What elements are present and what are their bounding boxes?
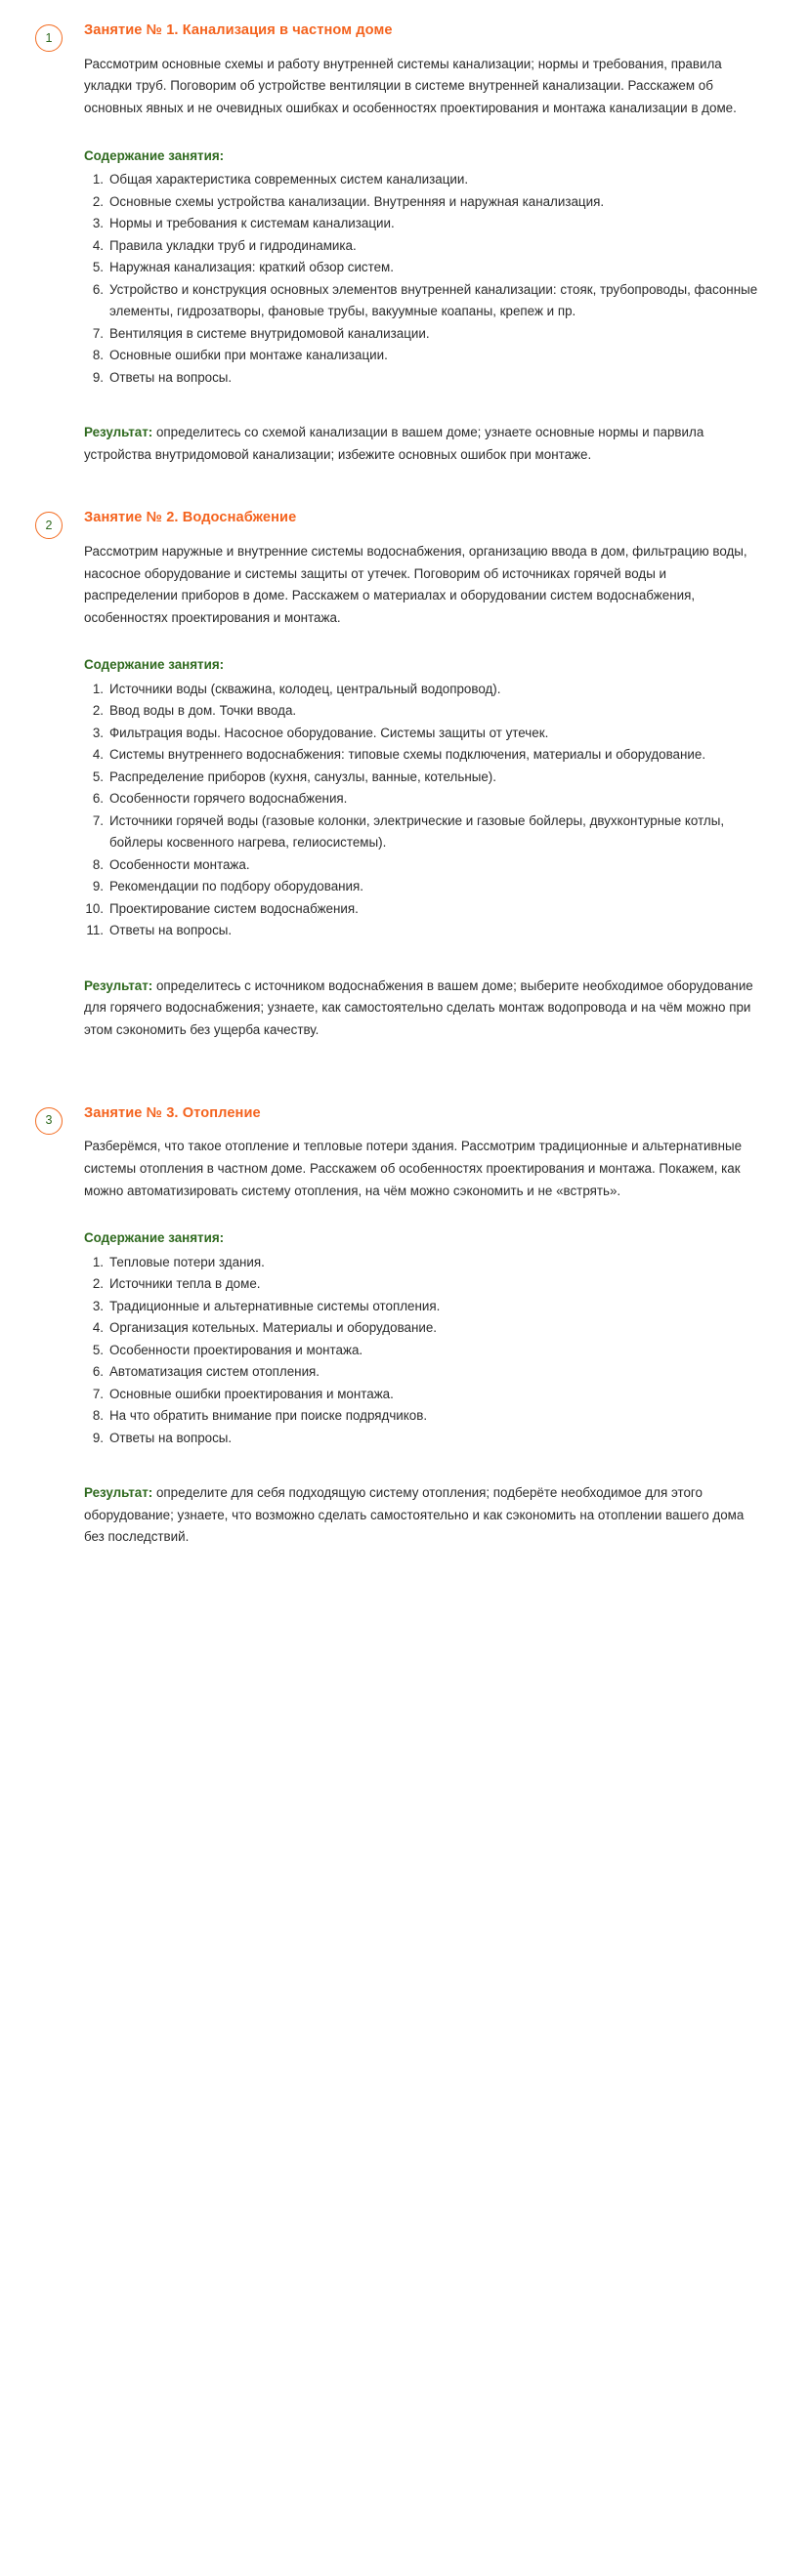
list-item bbox=[84, 1428, 763, 1450]
list-item bbox=[84, 898, 763, 921]
list-item bbox=[84, 367, 763, 390]
list-item-number: 2. bbox=[92, 703, 104, 719]
list-item bbox=[84, 1273, 763, 1296]
lesson-body-2 bbox=[84, 501, 763, 1041]
lesson-intro-1: Рассмотрим основные схемы и работу внутренней системы канализации; нормы и требования, правила укладки труб. Поговорим об устройстве вентиляции в системе внутренней канализации. Расскажем об основных явных и не очевидных ошибках и особенностях проектирования и монтажа канализации в доме. bbox=[84, 56, 737, 115]
list-item-number: 2. bbox=[92, 193, 104, 209]
lesson-content-list-2 bbox=[84, 679, 763, 942]
list-item bbox=[84, 1340, 763, 1362]
list-item-text: Особенности проектирования и монтажа. bbox=[109, 1342, 363, 1357]
list-item-text: Наружная канализация: краткий обзор систем. bbox=[109, 260, 394, 275]
list-item bbox=[84, 345, 763, 367]
list-item bbox=[84, 744, 763, 767]
lesson-block-2 bbox=[14, 501, 763, 1096]
list-item bbox=[84, 279, 763, 323]
list-item-text: Основные ошибки проектирования и монтажа. bbox=[109, 1386, 394, 1401]
content-heading-2: Содержание занятия: bbox=[84, 657, 225, 673]
lesson-intro-3: Разберёмся, что такое отопление и тепловые потери здания. Рассмотрим традиционные и альтернативные системы отопления в частном доме. Расскажем об особенностях проектирования и монтажа. Покажем, как можно автоматизировать систему отопления, на чём можно сэкономить и не «встрять». bbox=[84, 1139, 743, 1198]
list-item bbox=[84, 1405, 763, 1428]
list-item bbox=[84, 169, 763, 191]
list-item-number: 4. bbox=[92, 747, 104, 763]
list-item-number: 6. bbox=[92, 281, 104, 297]
lesson-title-1: Занятие № 1. Канализация в частном доме bbox=[84, 22, 393, 38]
list-item-number: 3. bbox=[92, 725, 104, 740]
lesson-number-badge-1: 1 bbox=[35, 24, 63, 52]
list-item-number: 8. bbox=[92, 1408, 104, 1424]
list-item-text: Рекомендации по подбору оборудования. bbox=[109, 879, 363, 894]
list-item bbox=[84, 1361, 763, 1384]
list-item bbox=[84, 876, 763, 898]
content-heading-3: Содержание занятия: bbox=[84, 1230, 225, 1246]
list-item bbox=[84, 235, 763, 258]
list-item-number: 9. bbox=[92, 1430, 104, 1445]
list-item-text: На что обратить внимание при поиске подрядчиков. bbox=[109, 1408, 428, 1424]
list-item bbox=[84, 1384, 763, 1406]
list-item-number: 10. bbox=[85, 900, 104, 916]
list-item-number: 6. bbox=[92, 1364, 104, 1380]
list-item bbox=[84, 1317, 763, 1340]
list-item-text: Организация котельных. Материалы и оборудование. bbox=[109, 1320, 438, 1336]
list-item-number: 1. bbox=[92, 1254, 104, 1269]
list-item-text: Тепловые потери здания. bbox=[109, 1254, 265, 1269]
list-item bbox=[84, 213, 763, 235]
result-text: определите для себя подходящую систему отопления; подберёте необходимое для этого оборудование; узнаете, что возможно сделать самостоятельно и как сэкономить на отоплении вашего дома без последствий. bbox=[84, 1485, 745, 1545]
list-item-text: Основные схемы устройства канализации. Внутренняя и наружная канализация. bbox=[109, 193, 605, 209]
list-item bbox=[84, 723, 763, 745]
list-item bbox=[84, 700, 763, 723]
list-item-number: 1. bbox=[92, 172, 104, 187]
list-item-number: 11. bbox=[86, 923, 104, 938]
lesson-number-badge-2: 2 bbox=[35, 512, 63, 539]
list-item bbox=[84, 679, 763, 701]
list-item-text: Источники тепла в доме. bbox=[109, 1276, 261, 1292]
list-item bbox=[84, 810, 763, 854]
result-text: определитесь со схемой канализации в вашем доме; узнаете основные нормы и парвила устройства внутридомовой канализации; избежите основных ошибок при монтаже. bbox=[84, 425, 704, 462]
list-item-number: 5. bbox=[92, 1342, 104, 1357]
result-text: определитесь с источником водоснабжения в вашем доме; выберите необходимое оборудование для горячего водоснабжения; узнаете, как самостоятельно сделать монтаж водопровода и на чём можно при этом сэкономить без ущерба качеству. bbox=[84, 977, 753, 1037]
lesson-badge-column-2 bbox=[14, 501, 84, 539]
lesson-result-3 bbox=[84, 1482, 763, 1549]
list-item-text: Ввод воды в дом. Точки ввода. bbox=[109, 703, 297, 719]
lesson-block-3 bbox=[14, 1097, 763, 1549]
list-item-number: 5. bbox=[92, 769, 104, 784]
list-item-text: Особенности монтажа. bbox=[109, 856, 250, 872]
result-label: Результат: bbox=[84, 425, 153, 440]
list-item-text: Проектирование систем водоснабжения. bbox=[109, 900, 359, 916]
list-item-number: 7. bbox=[92, 812, 104, 828]
lesson-result-1 bbox=[84, 422, 763, 466]
list-item-number: 3. bbox=[92, 216, 104, 231]
list-item bbox=[84, 854, 763, 877]
list-item-number: 7. bbox=[92, 325, 104, 341]
list-item-number: 8. bbox=[92, 856, 104, 872]
list-item-number: 5. bbox=[92, 260, 104, 275]
list-item bbox=[84, 323, 763, 346]
list-item-text: Ответы на вопросы. bbox=[109, 369, 233, 385]
list-item-number: 2. bbox=[92, 1276, 104, 1292]
list-item-text: Правила укладки труб и гидродинамика. bbox=[109, 237, 357, 253]
result-label: Результат: bbox=[84, 1485, 153, 1501]
lesson-title-2: Занятие № 2. Водоснабжение bbox=[84, 510, 297, 526]
list-item bbox=[84, 788, 763, 810]
content-heading-1: Содержание занятия: bbox=[84, 147, 225, 163]
result-label: Результат: bbox=[84, 977, 153, 993]
list-item-number: 7. bbox=[92, 1386, 104, 1401]
list-item-text: Ответы на вопросы. bbox=[109, 1430, 233, 1445]
list-item-text: Распределение приборов (кухня, санузлы, ванные, котельные). bbox=[109, 769, 496, 784]
list-item-text: Устройство и конструкция основных элементов внутренней канализации: стояк, трубопроводы, фасонные элементы, гидрозатворы, фановые трубы, вакуумные коапаны, крепеж и пр. bbox=[109, 281, 758, 319]
list-item-text: Ответы на вопросы. bbox=[109, 923, 233, 938]
list-item-number: 9. bbox=[92, 879, 104, 894]
list-item bbox=[84, 1296, 763, 1318]
lesson-body-1 bbox=[84, 14, 763, 466]
list-item bbox=[84, 257, 763, 279]
lesson-badge-column-3 bbox=[14, 1097, 84, 1135]
list-item-number: 4. bbox=[92, 237, 104, 253]
list-item bbox=[84, 1252, 763, 1274]
lesson-badge-column-1 bbox=[14, 14, 84, 52]
lesson-title-3: Занятие № 3. Отопление bbox=[84, 1104, 261, 1121]
list-item-text: Нормы и требования к системам канализации. bbox=[109, 216, 395, 231]
list-item-number: 9. bbox=[92, 369, 104, 385]
list-item-number: 1. bbox=[92, 681, 104, 696]
list-item-text: Вентиляция в системе внутридомовой канализации. bbox=[109, 325, 430, 341]
list-item-text: Системы внутреннего водоснабжения: типовые схемы подключения, материалы и оборудование. bbox=[109, 747, 706, 763]
list-item-text: Основные ошибки при монтаже канализации. bbox=[109, 348, 388, 363]
list-item bbox=[84, 920, 763, 942]
list-item-text: Фильтрация воды. Насосное оборудование. Системы защиты от утечек. bbox=[109, 725, 549, 740]
list-item-text: Особенности горячего водоснабжения. bbox=[109, 791, 348, 807]
lesson-content-list-1 bbox=[84, 169, 763, 389]
list-item-text: Традиционные и альтернативные системы отопления. bbox=[109, 1298, 441, 1313]
list-item-number: 6. bbox=[92, 791, 104, 807]
list-item-text: Автоматизация систем отопления. bbox=[109, 1364, 320, 1380]
lesson-intro-2: Рассмотрим наружные и внутренние системы водоснабжения, организацию ввода в дом, фильтрацию воды, насосное оборудование и системы защиты от утечек. Поговорим об источниках горячей воды и распределении приборов в доме. Расскажем о материалах и оборудовании систем водоснабжения, особенностях проектирования и монтажа. bbox=[84, 544, 747, 625]
list-item-text: Общая характеристика современных систем канализации. bbox=[109, 172, 469, 187]
lesson-number-badge-3: 3 bbox=[35, 1107, 63, 1135]
list-item bbox=[84, 767, 763, 789]
list-item-number: 4. bbox=[92, 1320, 104, 1336]
lesson-content-list-3 bbox=[84, 1252, 763, 1450]
list-item-text: Источники воды (скважина, колодец, центральный водопровод). bbox=[109, 681, 501, 696]
list-item-number: 8. bbox=[92, 348, 104, 363]
list-item bbox=[84, 191, 763, 214]
list-item-number: 3. bbox=[92, 1298, 104, 1313]
lesson-body-3 bbox=[84, 1097, 763, 1549]
lesson-result-2 bbox=[84, 976, 763, 1042]
lesson-block-1 bbox=[14, 14, 763, 501]
list-item-text: Источники горячей воды (газовые колонки, электрические и газовые бойлеры, двухконтурные котлы, бойлеры косвенного нагрева, гелиосистемы). bbox=[109, 812, 725, 851]
